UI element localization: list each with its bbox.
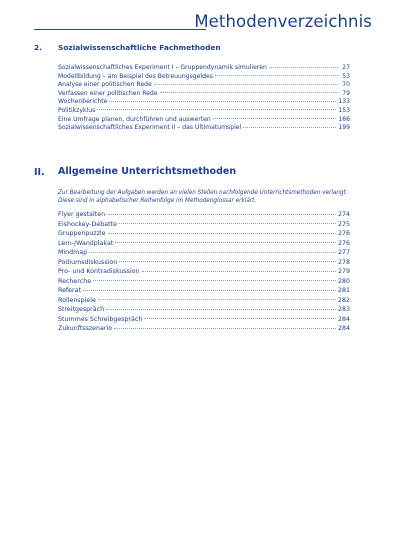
dot-leader: [243, 127, 336, 128]
toc-entry[interactable]: [58, 268, 350, 278]
toc-entry[interactable]: [58, 107, 350, 116]
toc-entry-title: Pro- und Kontradiskussion: [58, 268, 140, 275]
dot-leader: [213, 118, 337, 119]
dot-leader: [109, 101, 336, 102]
page-title: Methodenverzeichnis: [194, 12, 372, 31]
toc-entry-page: 27: [342, 64, 350, 71]
toc-entry[interactable]: [58, 64, 350, 73]
toc-entry[interactable]: [58, 249, 350, 259]
toc-entry-page: 282: [337, 296, 350, 304]
toc-entry-title: Sozialwissenschaftliches Experiment II – das Ultimatumspiel: [58, 124, 242, 132]
section-number: 2.: [34, 43, 42, 52]
header-rule: [34, 29, 206, 30]
toc-entry-page: 79: [342, 89, 350, 97]
toc-entry-page: 276: [337, 239, 350, 247]
dot-leader: [144, 318, 336, 319]
dot-leader: [93, 280, 336, 281]
toc-entry-page: 284: [337, 325, 350, 332]
toc-entry-title: Gruppenpuzzle: [58, 230, 106, 237]
toc-entry[interactable]: [58, 240, 350, 250]
toc-entry-title: Flyer gestalten: [58, 211, 106, 218]
toc-entry-page: 275: [337, 220, 350, 228]
toc-entry[interactable]: [58, 98, 350, 107]
toc-entry[interactable]: [58, 287, 350, 297]
toc-entry-page: 284: [337, 315, 350, 323]
dot-leader: [154, 84, 338, 85]
section-title: Sozialwissenschaftliche Fachmethoden: [58, 43, 221, 52]
toc-entry-title: Eine Umfrage planen, durchführen und auswerten: [58, 115, 211, 123]
toc-list-fachmethoden: [58, 64, 350, 133]
dot-leader: [269, 67, 338, 68]
toc-entry[interactable]: [58, 297, 350, 307]
toc-entry[interactable]: [58, 316, 350, 326]
dot-leader: [98, 299, 336, 300]
toc-entry-title: Eishockey-Debatte: [58, 220, 117, 228]
dot-leader: [215, 75, 338, 76]
toc-entry-title: Wochenberichte: [58, 98, 108, 106]
toc-entry[interactable]: [58, 325, 350, 335]
toc-entry-page: 274: [337, 211, 350, 218]
toc-entry-page: 53: [342, 72, 350, 80]
dot-leader: [106, 309, 336, 310]
dot-leader: [89, 252, 336, 253]
toc-entry-page: 281: [337, 287, 350, 294]
toc-entry[interactable]: [58, 90, 350, 99]
toc-entry[interactable]: [58, 306, 350, 316]
toc-entry-title: Stummes Schreibgespräch: [58, 315, 143, 323]
toc-entry[interactable]: [58, 81, 350, 90]
dot-leader: [83, 290, 336, 291]
toc-entry-title: Analyse einer politischen Rede: [58, 81, 152, 89]
dot-leader: [160, 92, 338, 93]
toc-entry-title: Politikzyklus: [58, 106, 96, 114]
dot-leader: [114, 328, 336, 329]
toc-entry-title: Mindmap: [58, 249, 88, 256]
dot-leader: [119, 223, 336, 224]
toc-entry-page: 153: [338, 106, 350, 114]
section-title: Allgemeine Unterrichtsmethoden: [58, 166, 237, 177]
toc-entry[interactable]: [58, 211, 350, 221]
toc-entry-page: 276: [337, 230, 350, 237]
toc-entry[interactable]: [58, 116, 350, 125]
toc-entry-title: Lern-/Wandplakat: [58, 239, 114, 247]
toc-entry-title: Referat: [58, 287, 81, 294]
toc-entry-page: 279: [337, 268, 350, 275]
toc-entry-title: Sozialwissenschaftliches Experiment I – Gruppendynamik simulieren: [58, 64, 267, 71]
dot-leader: [108, 233, 336, 234]
toc-entry-title: Zukunftsszenario: [58, 325, 113, 332]
toc-entry-title: Verfassen einer politischen Rede: [58, 89, 158, 97]
toc-entry-page: 133: [338, 98, 350, 106]
toc-entry-title: Podiumsdiskussion: [58, 258, 118, 266]
toc-entry-page: 278: [337, 258, 350, 266]
dot-leader: [107, 214, 336, 215]
toc-entry-page: 283: [337, 306, 350, 313]
toc-entry-page: 280: [337, 277, 350, 285]
toc-entry[interactable]: [58, 259, 350, 269]
dot-leader: [97, 109, 336, 110]
toc-entry-page: 166: [338, 115, 350, 123]
section-intro: Zur Bearbeitung der Aufgaben werden an vielen Stellen nachfolgende Unterrichtsmethoden verlangt. Diese sind in alphabetischer Reihenfolge im Methodenglossar erklärt.: [58, 190, 348, 204]
dot-leader: [115, 242, 336, 243]
toc-entry[interactable]: [58, 221, 350, 231]
dot-leader: [142, 271, 336, 272]
toc-entry-page: 70: [342, 81, 350, 89]
toc-entry[interactable]: [58, 230, 350, 240]
toc-entry-page: 277: [337, 249, 350, 256]
toc-entry[interactable]: [58, 278, 350, 288]
dot-leader: [119, 261, 336, 262]
toc-entry-page: 199: [338, 124, 350, 132]
toc-list-unterrichtsmethoden: [58, 211, 350, 335]
toc-entry-title: Recherche: [58, 277, 92, 285]
toc-entry[interactable]: [58, 124, 350, 133]
toc-entry-title: Rollenspiele: [58, 296, 96, 304]
toc-entry-title: Streitgespräch: [58, 306, 105, 313]
toc-entry[interactable]: [58, 73, 350, 82]
section-number: II.: [34, 167, 45, 178]
toc-entry-title: Modellbildung – am Beispiel des Betreuungsgeldes: [58, 72, 213, 80]
